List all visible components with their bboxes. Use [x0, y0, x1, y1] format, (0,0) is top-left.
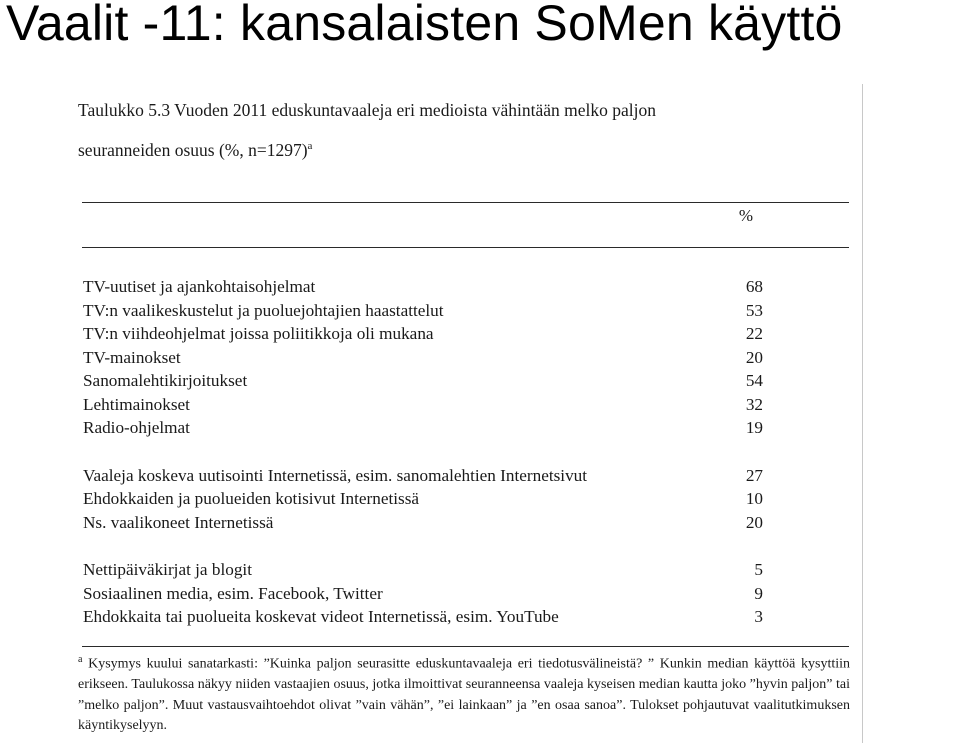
- table-bottom-rule: [82, 646, 849, 647]
- table-row: [83, 605, 763, 629]
- row-value: 3: [754, 607, 763, 626]
- row-value: 22: [745, 324, 763, 343]
- footnote-text: Kysymys kuului sanatarkasti: ”Kuinka paljon seurasitte eduskuntavaaleja eri tiedotusvälineistä? ” Kunkin median käyttöä kysyttiin erikseen. Taulukossa näkyy niiden vastaajien osuus, jotka ilmoittivat seuranneensa vaaleja kyseisen median kautta joko ”hyvin paljon” tai ”melko paljon”. Muut vastausvaihtoehdot olivat ”vain vähän”, ”ei lainkaan” ja ”en osaa sanoa”. Tulokset pohjautuvat vaalitutkimuksen käyntikyselyyn.: [78, 656, 851, 734]
- row-value: 20: [745, 512, 763, 532]
- row-label: Ns. vaalikoneet Internetissä: [83, 512, 274, 532]
- row-value: 54: [745, 371, 763, 390]
- table-row: [83, 346, 763, 370]
- row-label: Vaaleja koskeva uutisointi Internetissä, esim. sanomalehtien Internetsivut: [83, 465, 588, 485]
- table-row: [83, 322, 763, 346]
- table-body: [83, 275, 763, 629]
- row-value: 9: [754, 583, 763, 603]
- table-row: [83, 299, 763, 323]
- table-row: [83, 487, 763, 511]
- slide-title: Vaalit -11: kansalaisten SoMen käyttö: [6, 0, 843, 51]
- table-row: [83, 275, 763, 299]
- table-row: [83, 464, 763, 488]
- table-row: [83, 558, 763, 582]
- footnote-mark: a: [78, 654, 83, 665]
- row-label: TV:n vaalikeskustelut ja puoluejohtajien haastattelut: [83, 300, 444, 320]
- table-caption: [78, 92, 838, 168]
- group-spacer: [83, 534, 763, 558]
- row-value: 19: [745, 418, 763, 437]
- row-label: Sanomalehtikirjoitukset: [83, 371, 248, 390]
- row-label: Nettipäiväkirjat ja blogit: [83, 560, 252, 579]
- table-header-rule: [82, 247, 849, 248]
- row-label: Ehdokkaita tai puolueita koskevat videot Internetissä, esim. YouTube: [83, 607, 559, 626]
- table-footnote: [78, 650, 850, 737]
- table-row: [83, 582, 763, 606]
- row-value: 20: [745, 347, 763, 367]
- table-row: [83, 393, 763, 417]
- table-row: [83, 369, 763, 393]
- scanned-table-image: [66, 84, 863, 743]
- table-row: [83, 511, 763, 535]
- percent-column-header: %: [738, 206, 754, 225]
- row-label: Ehdokkaiden ja puolueiden kotisivut Internetissä: [83, 489, 420, 508]
- row-value: 32: [745, 394, 763, 414]
- caption-line-2: [78, 128, 838, 168]
- row-label: Radio-ohjelmat: [83, 418, 190, 437]
- row-value: 5: [754, 560, 763, 579]
- row-label: TV-mainokset: [83, 347, 181, 367]
- row-label: TV-uutiset ja ajankohtaisohjelmat: [83, 277, 316, 296]
- caption-line-1: Taulukko 5.3 Vuoden 2011 eduskuntavaaleja eri medioista vähintään melko paljon: [78, 100, 656, 120]
- row-label: Lehtimainokset: [83, 394, 190, 414]
- row-value: 10: [745, 489, 763, 508]
- caption-line-2-text: seuranneiden osuus (%, n=1297): [78, 139, 308, 160]
- row-value: 53: [745, 300, 763, 320]
- row-label: TV:n viihdeohjelmat joissa poliitikkoja oli mukana: [83, 324, 434, 343]
- group-spacer: [83, 440, 763, 464]
- row-label: Sosiaalinen media, esim. Facebook, Twitter: [83, 583, 383, 603]
- caption-footnote-mark: a: [307, 140, 313, 152]
- row-value: 27: [745, 465, 763, 485]
- table-row: [83, 416, 763, 440]
- row-value: 68: [745, 277, 763, 296]
- table-top-rule: [82, 202, 849, 203]
